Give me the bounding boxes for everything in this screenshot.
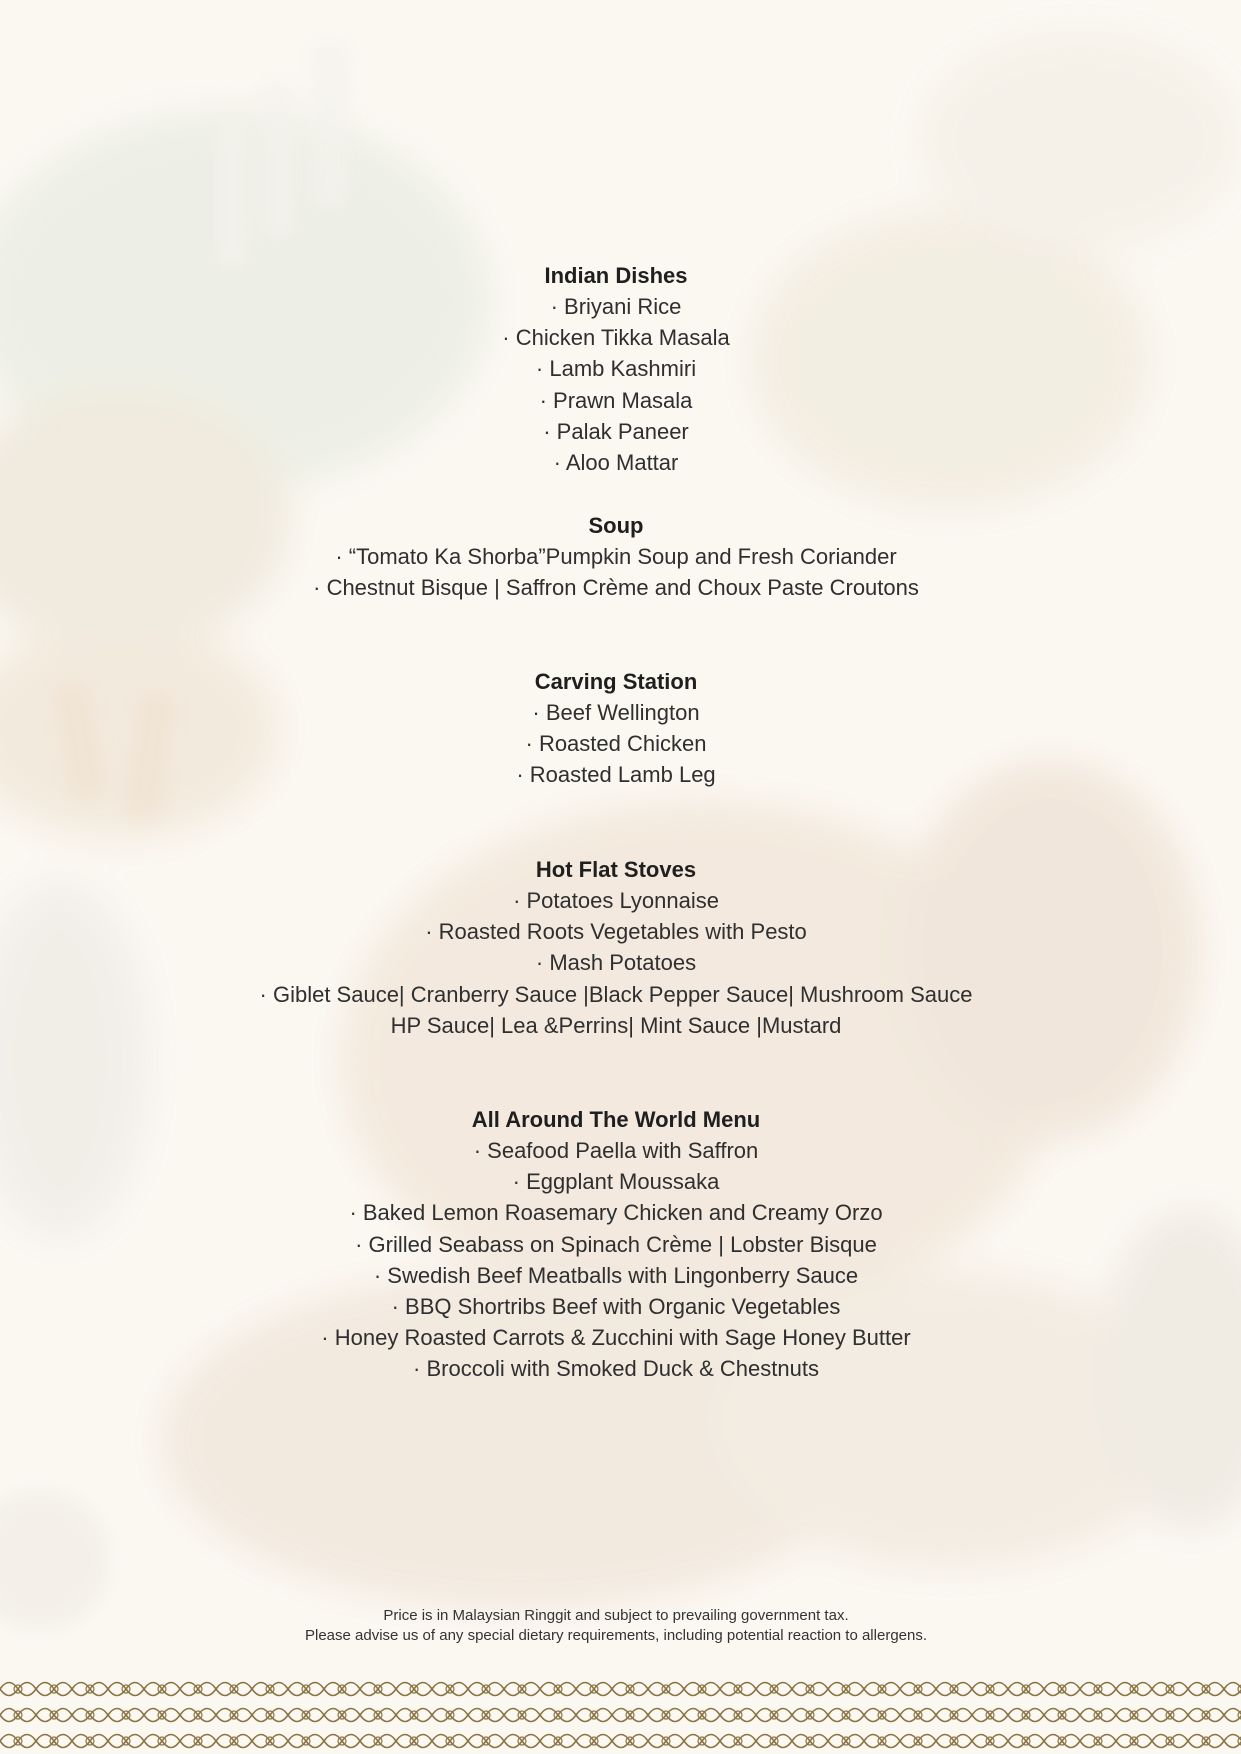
section-title: Soup: [588, 513, 644, 538]
menu-item: · Mash Potatoes: [535, 950, 697, 976]
menu-item: · Baked Lemon Roasemary Chicken and Creamy Orzo: [349, 1200, 883, 1226]
menu-item: · Lamb Kashmiri: [535, 356, 697, 382]
menu-item: · Roasted Lamb Leg: [516, 762, 716, 788]
menu-item: · Beef Wellington: [532, 700, 700, 725]
section-title: Hot Flat Stoves: [535, 857, 697, 882]
footer-allergen-note: Please advise us of any special dietary requirements, including potential reaction to allergens.: [304, 1627, 928, 1644]
menu-item: · Broccoli with Smoked Duck & Chestnuts: [413, 1356, 819, 1382]
decorative-lattice-pattern: [0, 1676, 1241, 1754]
section-hot-flat-stoves: [0, 854, 1232, 1041]
footer-note: [0, 1606, 1232, 1646]
menu-item: · Seafood Paella with Saffron: [473, 1138, 759, 1163]
menu-item: · Aloo Mattar: [553, 449, 679, 475]
section-title: All Around The World Menu: [471, 1107, 761, 1132]
menu-item: · Potatoes Lyonnaise: [513, 888, 719, 913]
section-indian-dishes: [0, 260, 1232, 478]
menu-item: · Prawn Masala: [539, 387, 693, 413]
menu-item: · Roasted Roots Vegetables with Pesto: [425, 919, 807, 945]
menu-item: · Honey Roasted Carrots & Zucchini with Sage Honey Butter: [321, 1325, 911, 1351]
menu-item: · Palak Paneer: [543, 418, 689, 444]
menu-item: · Grilled Seabass on Spinach Crème | Lobster Bisque: [355, 1231, 877, 1257]
menu-item: · Chicken Tikka Masala: [502, 325, 730, 351]
menu-item: · BBQ Shortribs Beef with Organic Vegetables: [391, 1293, 841, 1319]
section-soup: [0, 510, 1232, 603]
section-title: Carving Station: [534, 669, 698, 694]
menu-item: · Eggplant Moussaka: [512, 1169, 720, 1195]
menu-item: · Giblet Sauce| Cranberry Sauce |Black Pepper Sauce| Mushroom Sauce: [259, 981, 973, 1007]
menu-item: · Roasted Chicken: [525, 731, 707, 757]
footer-price-note: Price is in Malaysian Ringgit and subject to prevailing government tax.: [383, 1607, 849, 1624]
menu-item: · Briyani Rice: [550, 294, 682, 319]
section-title: Indian Dishes: [544, 263, 688, 288]
menu-item: · Swedish Beef Meatballs with Lingonberry Sauce: [373, 1262, 859, 1288]
menu-item: · “Tomato Ka Shorba”Pumpkin Soup and Fresh Coriander: [335, 544, 897, 569]
menu-item: · Chestnut Bisque | Saffron Crème and Choux Paste Croutons: [313, 575, 919, 601]
menu-item: HP Sauce| Lea &Perrins| Mint Sauce |Mustard: [390, 1012, 842, 1038]
section-carving-station: [0, 666, 1232, 791]
section-all-around-the-world: [0, 1104, 1232, 1385]
